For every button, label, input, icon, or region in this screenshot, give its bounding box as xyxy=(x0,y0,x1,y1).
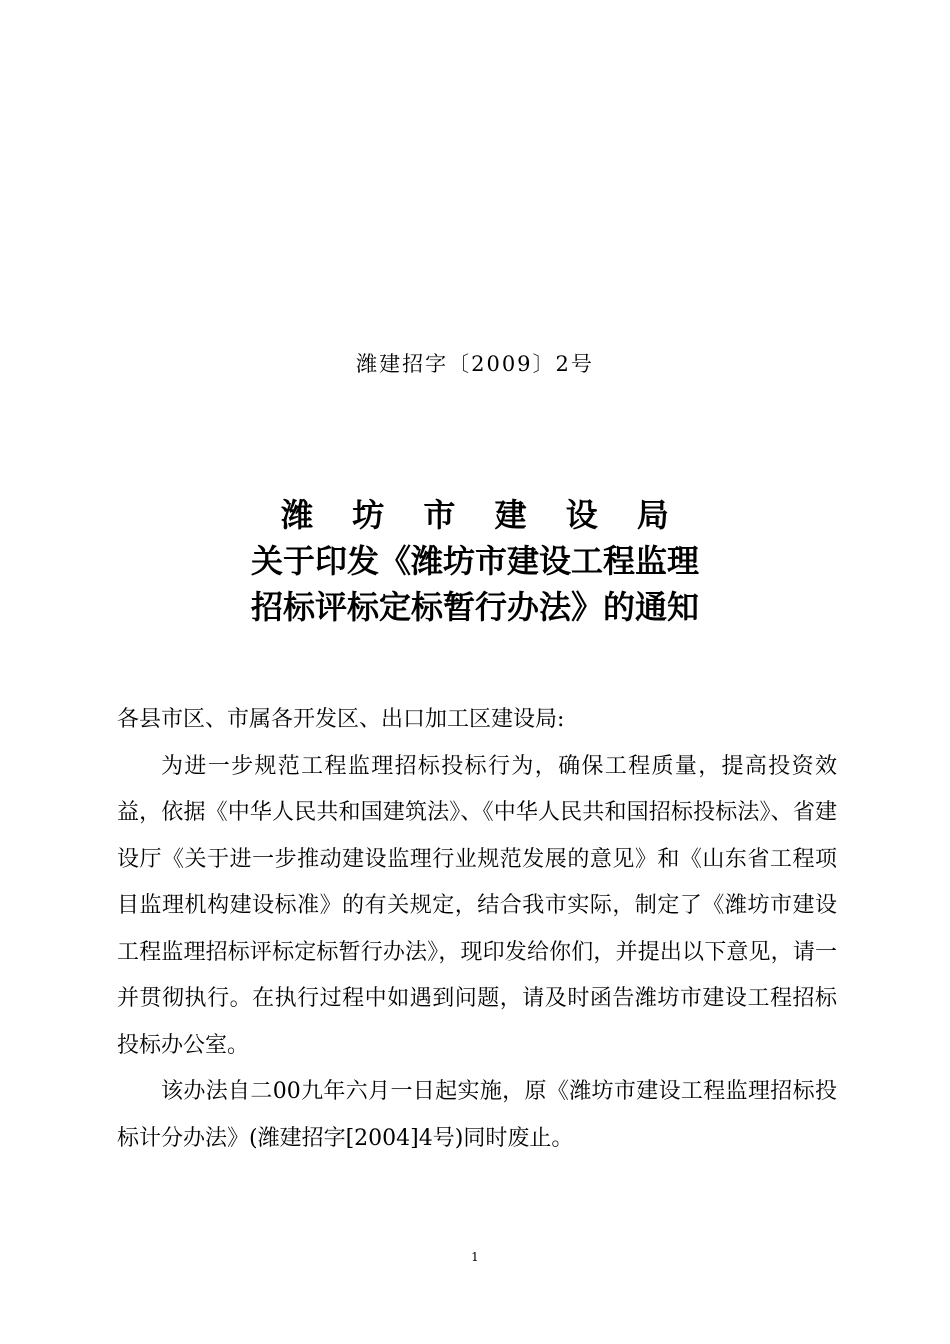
title-line-subject-2: 招标评标定标暂行办法》的通知 xyxy=(250,588,699,626)
salutation: 各县市区、市属各开发区、出口加工区建设局: xyxy=(117,707,565,732)
document-number: 潍建招字〔2009〕2号 xyxy=(356,352,594,376)
page-number: 1 xyxy=(471,1250,479,1264)
body-paragraph-2: 该办法自二00九年六月一日起实施，原《潍坊市建设工程监理招标投标计分办法》(潍建招字[2004]4号)同时废止。 xyxy=(117,1079,837,1151)
body-paragraph-1: 为进一步规范工程监理招标投标行为，确保工程质量，提高投资效益，依据《中华人民共和国建筑法》、《中华人民共和国招标投标法》、省建设厅《关于进一步推动建设监理行业规范发展的意见》和《山东省工程项目监理机构建设标准》的有关规定，结合我市实际，制定了《潍坊市建设工程监理招标评标定标暂行办法》，现印发给你们，并提出以下意见，请一并贯彻执行。在执行过程中如遇到问题，请及时函告潍坊市建设工程招标投标办公室。 xyxy=(117,753,837,1058)
document-title xyxy=(0,492,950,630)
title-line-subject-1: 关于印发《潍坊市建设工程监理 xyxy=(250,542,699,580)
document-body xyxy=(117,697,837,1162)
title-line-issuer: 潍 坊 市 建 设 局 xyxy=(281,496,683,534)
